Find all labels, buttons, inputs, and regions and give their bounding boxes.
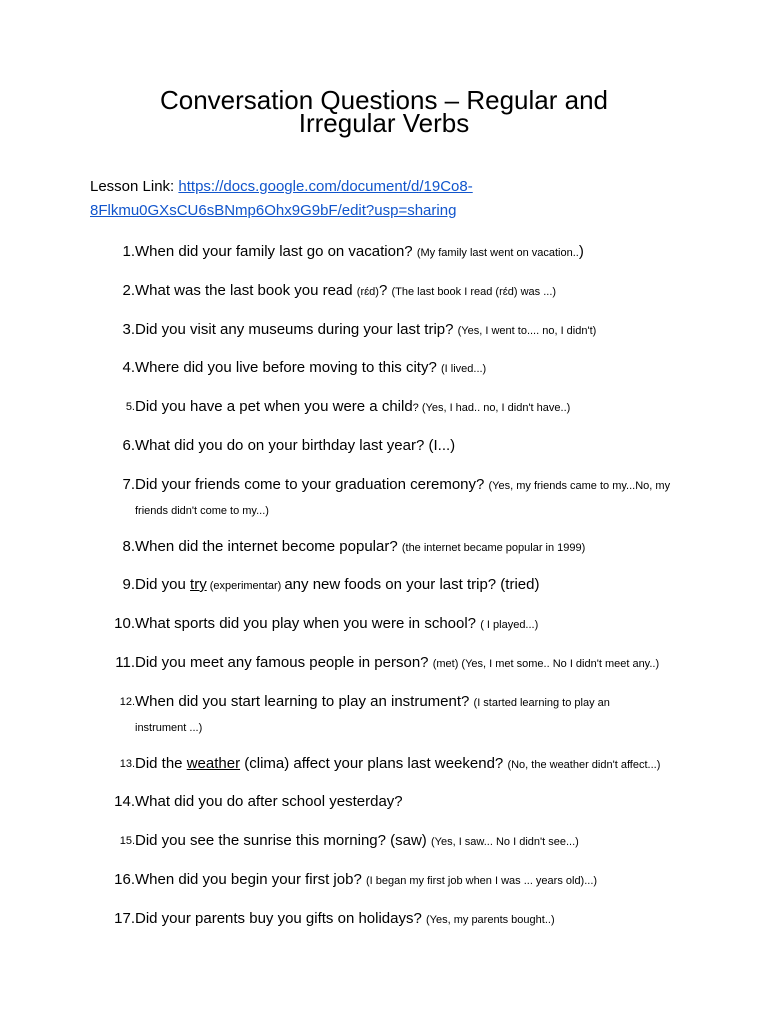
question-number: 15.: [119, 835, 135, 847]
question-text: [135, 790, 683, 813]
question-main: Did you meet any famous people in person?: [135, 654, 433, 671]
lesson-link-url-line-1: https://docs.google.com/document/d/19Co8-: [178, 178, 473, 195]
answer-hint: (the internet became popular in 1999): [401, 542, 586, 554]
question-tail: ): [578, 243, 584, 260]
answer-hint: (met) (Yes, I met some.. No I didn't meet any..): [432, 658, 660, 670]
question-number: 4.: [122, 359, 135, 376]
answer-hint: (Yes, my friends came to my...No, my: [488, 480, 671, 492]
question-end: any new foods on your last trip? (tried): [284, 576, 540, 593]
question-number: 2.: [122, 282, 135, 299]
answer-hint-continued: friends didn't come to my...): [135, 505, 269, 517]
question-number: 14.: [114, 793, 135, 810]
question-number: 9.: [122, 576, 135, 593]
answer-hint: ( I played...): [480, 619, 539, 631]
underlined-word: try: [190, 576, 207, 593]
question-number: 17.: [114, 910, 135, 927]
question-text: [135, 690, 683, 740]
lesson-link-paragraph: [90, 175, 690, 223]
question-number: 6.: [122, 437, 135, 454]
title-line-1: Conversation Questions – Regular and: [159, 85, 609, 115]
question-number: 7.: [122, 476, 135, 493]
answer-hint: (No, the weather didn't affect...): [507, 759, 661, 771]
lesson-link-url-line-2: 8Flkmu0GXsCU6sBNmp6Ohx9G9bF/edit?usp=sharing: [90, 202, 457, 219]
answer-hint: (I began my first job when I was ... years old)...): [365, 875, 598, 887]
question-text: [135, 434, 683, 457]
question-text: [135, 318, 683, 343]
question-main: Did the: [135, 755, 187, 772]
question-text: [135, 356, 683, 381]
answer-hint: (Yes, my parents bought..): [426, 914, 555, 926]
question-text: [135, 907, 683, 932]
question-number: 1.: [122, 243, 135, 260]
question-number: 5.: [125, 401, 135, 413]
question-number: 11.: [115, 654, 135, 671]
answer-hint: ? (Yes, I had.. no, I didn't have..): [412, 402, 571, 414]
question-main: Did your parents buy you gifts on holidays?: [135, 910, 426, 927]
question-text: [135, 395, 683, 420]
question-text: [135, 279, 683, 304]
translation-note: (experimentar): [206, 580, 285, 592]
question-main: What sports did you play when you were in school?: [135, 615, 481, 632]
answer-hint: (Yes, I saw... No I didn't see...): [430, 836, 579, 848]
document-title: [90, 85, 678, 138]
question-number: 16.: [114, 871, 135, 888]
question-end: (clima) affect your plans last weekend?: [240, 755, 508, 772]
question-text: [135, 752, 683, 777]
question-main: Did you visit any museums during your last trip?: [135, 321, 458, 338]
answer-hint-continued: instrument ...): [135, 722, 203, 734]
underlined-word: weather: [186, 755, 241, 772]
pronunciation-note: (rɛ́d): [356, 286, 379, 298]
question-number: 12.: [119, 696, 135, 708]
question-main: What did you do on your birthday last year? (I...): [135, 437, 456, 454]
question-text: [135, 473, 683, 523]
title-line-2: Irregular Verbs: [298, 108, 470, 138]
question-text: [135, 651, 683, 676]
question-main: When did you begin your first job?: [135, 871, 366, 888]
lesson-link-label: Lesson Link:: [90, 178, 179, 195]
answer-hint: (I started learning to play an: [473, 697, 610, 709]
question-main: Did your friends come to your graduation ceremony?: [135, 476, 489, 493]
question-text: [135, 535, 683, 560]
answer-hint: (The last book I read (rɛ́d) was ...): [391, 286, 557, 298]
question-main: Where did you live before moving to this city?: [135, 359, 441, 376]
question-number: 10.: [114, 615, 135, 632]
question-main: What did you do after school yesterday?: [135, 793, 403, 810]
question-end: ?: [378, 282, 392, 299]
question-number: 3.: [122, 321, 135, 338]
question-text: [135, 573, 683, 598]
question-text: [135, 868, 683, 893]
answer-hint: (Yes, I went to.... no, I didn't): [457, 325, 597, 337]
question-number: 8.: [122, 538, 135, 555]
question-main: What was the last book you read: [135, 282, 357, 299]
question-number: 13.: [119, 758, 135, 770]
question-main: Did you see the sunrise this morning? (saw): [135, 832, 431, 849]
question-main: When did your family last go on vacation?: [135, 243, 417, 260]
question-main: Did you: [135, 576, 191, 593]
question-text: [135, 829, 683, 854]
question-text: [135, 612, 683, 637]
question-main: Did you have a pet when you were a child: [135, 398, 413, 415]
answer-hint: (I lived...): [440, 363, 487, 375]
question-text: [135, 240, 683, 265]
question-main: When did you start learning to play an instrument?: [135, 693, 474, 710]
question-main: When did the internet become popular?: [135, 538, 402, 555]
answer-hint: (My family last went on vacation..: [416, 247, 579, 259]
